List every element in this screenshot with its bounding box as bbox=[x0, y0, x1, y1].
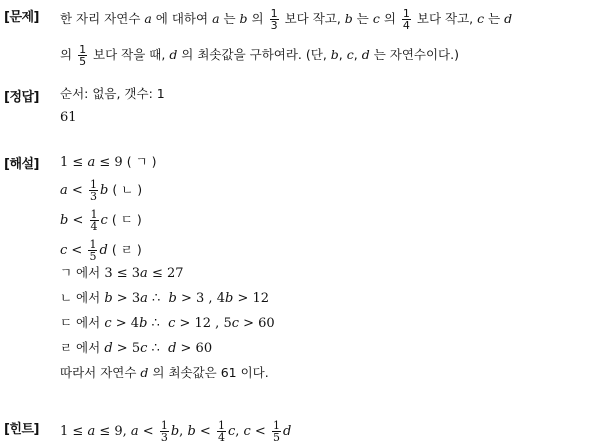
answer-line-2: 61 bbox=[60, 110, 77, 125]
solution-line-6: ㄴ 에서 b > 3a ∴ b > 3 , 4b > 12 bbox=[60, 290, 270, 306]
problem-body bbox=[60, 6, 590, 68]
solution-line-5: ㄱ 에서 3 ≤ 3a ≤ 27 bbox=[60, 265, 184, 281]
solution-line-1: 1 ≤ a ≤ 9 ( ㄱ ) bbox=[60, 154, 157, 170]
problem-line-2: 의 $\frac{1}{5}$ 보다 작을 때, d 의 최솟값을 구하여라. (단, b, c, d 는 자연수이다.) bbox=[60, 43, 459, 68]
solution-line-3: b < $\frac{1}{4}$ c ( ㄷ ) bbox=[60, 208, 142, 233]
hint-line: 1 ≤ a ≤ 9, a < $\frac{1}{3}$ b, b < $\frac{1}{4}$ c, c < $\frac{1}{5}$ d bbox=[60, 419, 292, 444]
solution-line-7: ㄷ 에서 c > 4b ∴ c > 12 , 5c > 60 bbox=[60, 315, 275, 331]
hint-tag: [힌트] bbox=[4, 422, 39, 437]
hint-section bbox=[4, 418, 590, 442]
solution-line-4: c < $\frac{1}{5}$ d ( ㄹ ) bbox=[60, 238, 142, 263]
solution-line-9: 따라서 자연수 d 의 최솟값은 61 이다. bbox=[60, 365, 269, 380]
hint-body bbox=[60, 418, 590, 444]
problem-section bbox=[4, 6, 590, 66]
answer-tag: [정답] bbox=[4, 90, 39, 105]
problem-tag: [문제] bbox=[4, 10, 39, 25]
solution-line-2: a < $\frac{1}{3}$ b ( ㄴ ) bbox=[60, 178, 143, 203]
solution-line-8: ㄹ 에서 d > 5c ∴ d > 60 bbox=[60, 340, 213, 356]
solution-tag: [해설] bbox=[4, 157, 39, 172]
answer-line-1: 순서: 없음, 갯수: 1 bbox=[60, 86, 165, 101]
solution-section bbox=[4, 153, 590, 393]
answer-body bbox=[60, 86, 590, 125]
problem-line-1: 한 자리 자연수 a 에 대하여 a 는 b 의 $\frac{1}{3}$ 보다 작고, b 는 c 의 $\frac{1}{4}$ 보다 작고, c 는 d bbox=[60, 7, 513, 32]
answer-section bbox=[4, 86, 590, 126]
